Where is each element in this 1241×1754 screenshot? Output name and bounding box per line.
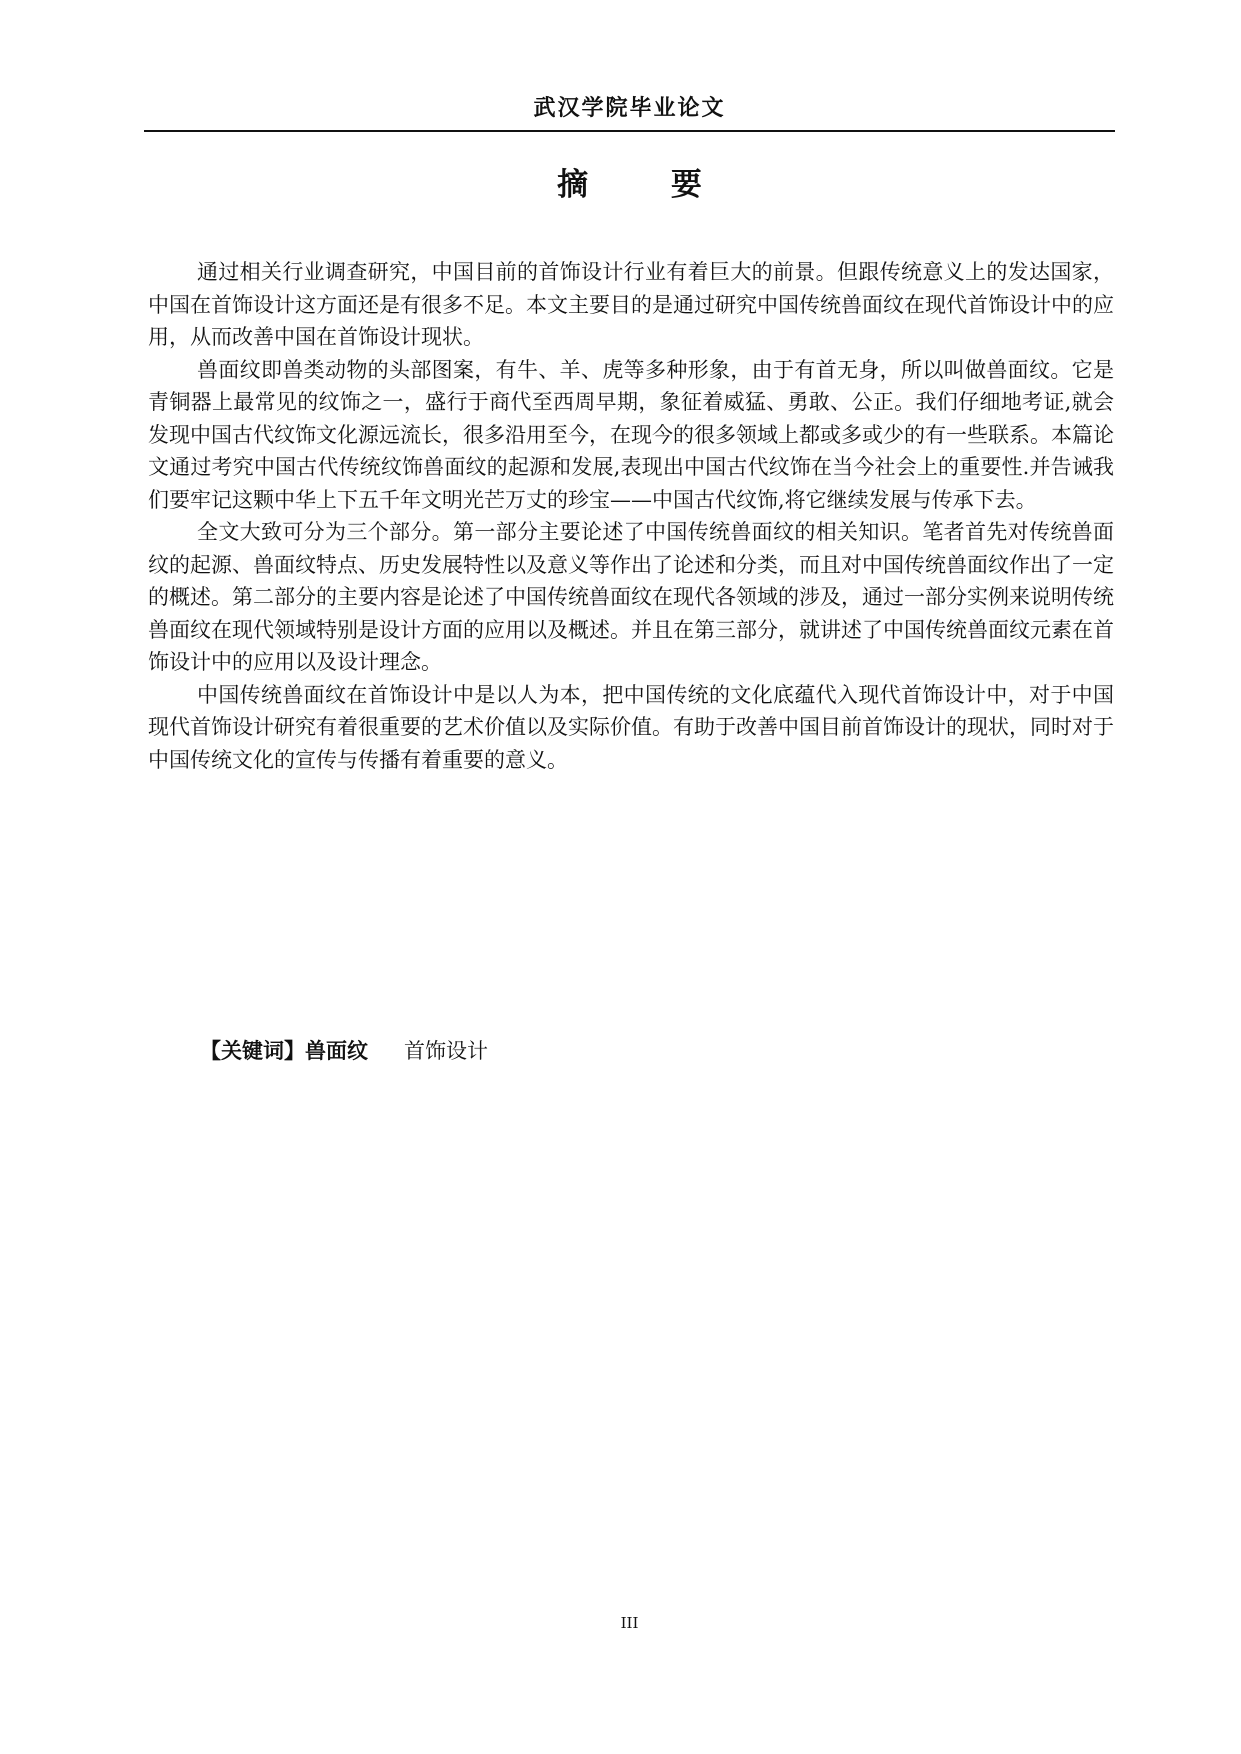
keyword-item: 首饰设计 [404,1039,488,1063]
keywords-line [200,1036,488,1066]
page-number: III [620,1614,639,1632]
header-rule [144,130,1115,132]
abstract-title: 摘 要 [557,167,738,203]
abstract-paragraph-4: 中国传统兽面纹在首饰设计中是以人为本，把中国传统的文化底蕴代入现代首饰设计中，对于中国现代首饰设计研究有着很重要的艺术价值以及实际价值。有助于改善中国目前首饰设计的现状，同时对于中国传统文化的宣传与传播有着重要的意义。 [148,682,1114,772]
keywords-label: 【关键词】 [200,1039,305,1063]
running-header: 武汉学院毕业论文 [533,96,726,121]
abstract-paragraph-3: 全文大致可分为三个部分。第一部分主要论述了中国传统兽面纹的相关知识。笔者首先对传统兽面纹的起源、兽面纹特点、历史发展特性以及意义等作出了论述和分类，而且对中国传统兽面纹作出了一定的概述。第二部分的主要内容是论述了中国传统兽面纹在现代各领域的涉及，通过一部分实例来说明传统兽面纹在现代领域特别是设计方面的应用以及概述。并且在第三部分，就讲述了中国传统兽面纹元素在首饰设计中的应用以及设计理念。 [148,520,1114,674]
abstract-paragraph-2: 兽面纹即兽类动物的头部图案，有牛、羊、虎等多种形象，由于有首无身，所以叫做兽面纹。它是青铜器上最常见的纹饰之一，盛行于商代至西周早期，象征着威猛、勇敢、公正。我们仔细地考证,就会发现中国古代纹饰文化源远流长，很多沿用至今，在现今的很多领域上都或多或少的有一些联系。本篇论文通过考究中国古代传统纹饰兽面纹的起源和发展,表现出中国古代纹饰在当今社会上的重要性.并告诫我们要牢记这颗中华上下五千年文明光芒万丈的珍宝——中国古代纹饰,将它继续发展与传承下去。 [148,357,1114,512]
abstract-body [148,256,1114,776]
keyword-item: 兽面纹 [305,1039,368,1063]
abstract-paragraph-1: 通过相关行业调查研究，中国目前的首饰设计行业有着巨大的前景。但跟传统意义上的发达国家，中国在首饰设计这方面还是有很多不足。本文主要目的是通过研究中国传统兽面纹在现代首饰设计中的应用，从而改善中国在首饰设计现状。 [148,260,1114,349]
